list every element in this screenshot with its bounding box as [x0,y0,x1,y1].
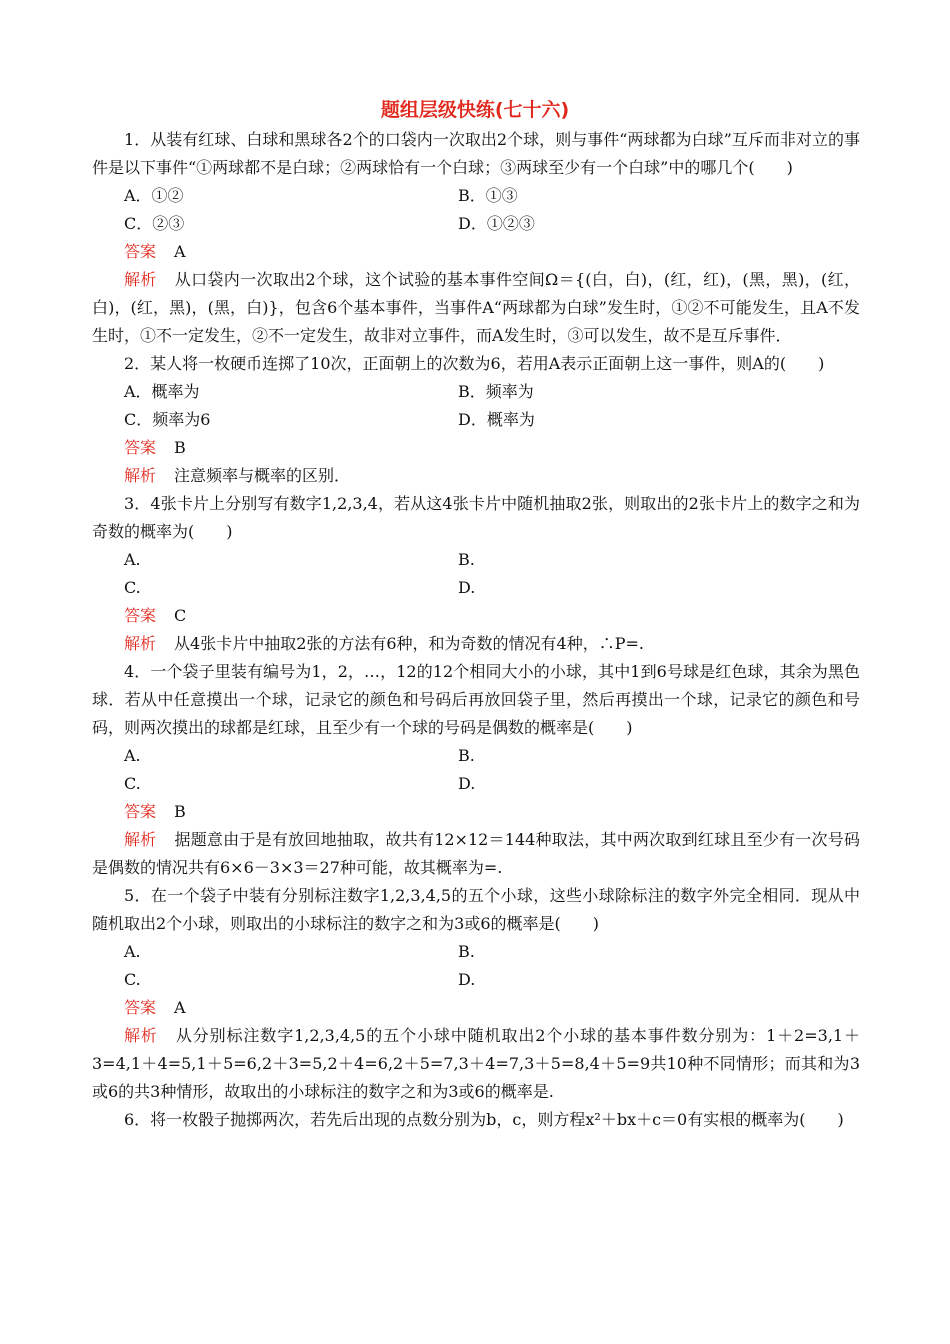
answer-label: 答案 [124,242,157,261]
answer-line [92,602,860,630]
question-block [92,658,860,882]
option-item: C．②③ [124,214,185,233]
explanation-text: 据题意由于是有放回地抽取，故共有12×12＝144种取法，其中两次取到红球且至少有一次号码是偶数的情况共有6×6－3×3＝27种可能，故其概率为=. [92,830,860,877]
question-block [92,882,860,1106]
question-block [92,126,860,350]
answer-label: 答案 [124,606,157,625]
explanation-text: 从4张卡片中抽取2张的方法有6种，和为奇数的情况有4种，∴P=. [174,634,644,653]
option-item: D. [458,774,476,793]
option-item: D．①②③ [458,214,535,233]
option-item: B. [458,550,475,569]
explanation [92,826,860,882]
explanation [92,266,860,350]
explanation-label: 解析 [124,830,157,849]
explanation-text: 从口袋内一次取出2个球，这个试验的基本事件空间Ω＝{(白，白)，(红，红)，(黑，黑)，(红，白)，(红，黑)，(黑，白)}，包含6个基本事件，当事件A“两球都为白球”发生时，①②不可能发生，且A不发生时，①不一定发生，②不一定发生，故非对立事件，而A发生时，③可以发生，故不是互斥事件． [92,270,860,345]
option-item: B．频率为 [458,382,534,401]
explanation [92,630,860,658]
option-list [92,742,860,798]
answer-value: B [174,802,186,821]
option-item: C．频率为6 [124,410,211,429]
explanation-label: 解析 [124,270,157,289]
option-list [92,182,860,238]
option-item: A．概率为 [124,382,200,401]
option-item: B. [458,746,475,765]
answer-line [92,994,860,1022]
answer-label: 答案 [124,998,157,1017]
explanation-text: 注意频率与概率的区别． [174,466,351,485]
question-stem: 5．在一个袋子中装有分别标注数字1,2,3,4,5的五个小球，这些小球除标注的数字外完全相同．现从中随机取出2个小球，则取出的小球标注的数字之和为3或6的概率是( ) [92,886,860,933]
option-item: A. [124,942,141,961]
answer-value: A [174,998,186,1017]
option-item: B. [458,942,475,961]
answer-line [92,434,860,462]
option-item: D. [458,970,476,989]
answer-label: 答案 [124,802,157,821]
answer-line [92,238,860,266]
question-stem: 1．从装有红球、白球和黑球各2个的口袋内一次取出2个球，则与事件“两球都为白球”互斥而非对立的事件是以下事件“①两球都不是白球；②两球恰有一个白球；③两球至少有一个白球”中的哪几个( ) [92,130,860,177]
option-list [92,546,860,602]
question-stem: 4．一个袋子里装有编号为1，2，…，12的12个相同大小的小球，其中1到6号球是红色球，其余为黑色球．若从中任意摸出一个球，记录它的颜色和号码后再放回袋子里，然后再摸出一个球，记录它的颜色和号码，则两次摸出的球都是红球，且至少有一个球的号码是偶数的概率是( ) [92,662,860,737]
explanation-label: 解析 [124,466,157,485]
answer-label: 答案 [124,438,157,457]
question-list [92,126,860,1134]
option-list [92,938,860,994]
question-stem: 3．4张卡片上分别写有数字1,2,3,4，若从这4张卡片中随机抽取2张，则取出的2张卡片上的数字之和为奇数的概率为( ) [92,494,860,541]
option-item: A. [124,550,141,569]
explanation [92,1022,860,1106]
option-item: B．①③ [458,186,518,205]
option-item: D．概率为 [458,410,535,429]
option-item: C. [124,578,141,597]
question-block [92,350,860,490]
question-stem-6: 6．将一枚骰子抛掷两次，若先后出现的点数分别为b，c，则方程x²＋bx＋c＝0有实根的概率为( ) [124,1110,844,1129]
answer-value: A [174,242,186,261]
answer-line [92,798,860,826]
answer-value: C [174,606,187,625]
option-list [92,378,860,434]
explanation-text: 从分别标注数字1,2,3,4,5的五个小球中随机取出2个小球的基本事件数分别为：1＋2=3,1＋3=4,1＋4=5,1＋5=6,2＋3=5,2＋4=6,2＋5=7,3＋4=7,3＋5=8,4＋5=9共10种不同情形；而其和为3或6的共3种情形，故取出的小球标注的数字之和为3或6的概率是. [92,1026,860,1101]
answer-value: B [174,438,186,457]
option-item: A. [124,746,141,765]
explanation [92,462,860,490]
option-item: A．①② [124,186,184,205]
page-title: 题组层级快练(七十六) [380,99,570,121]
option-item: C. [124,970,141,989]
explanation-label: 解析 [124,1026,158,1045]
option-item: C. [124,774,141,793]
option-item: D. [458,578,476,597]
question-stem: 2．某人将一枚硬币连掷了10次，正面朝上的次数为6，若用A表示正面朝上这一事件，则A的( ) [124,354,825,373]
explanation-label: 解析 [124,634,157,653]
question-block [92,490,860,658]
